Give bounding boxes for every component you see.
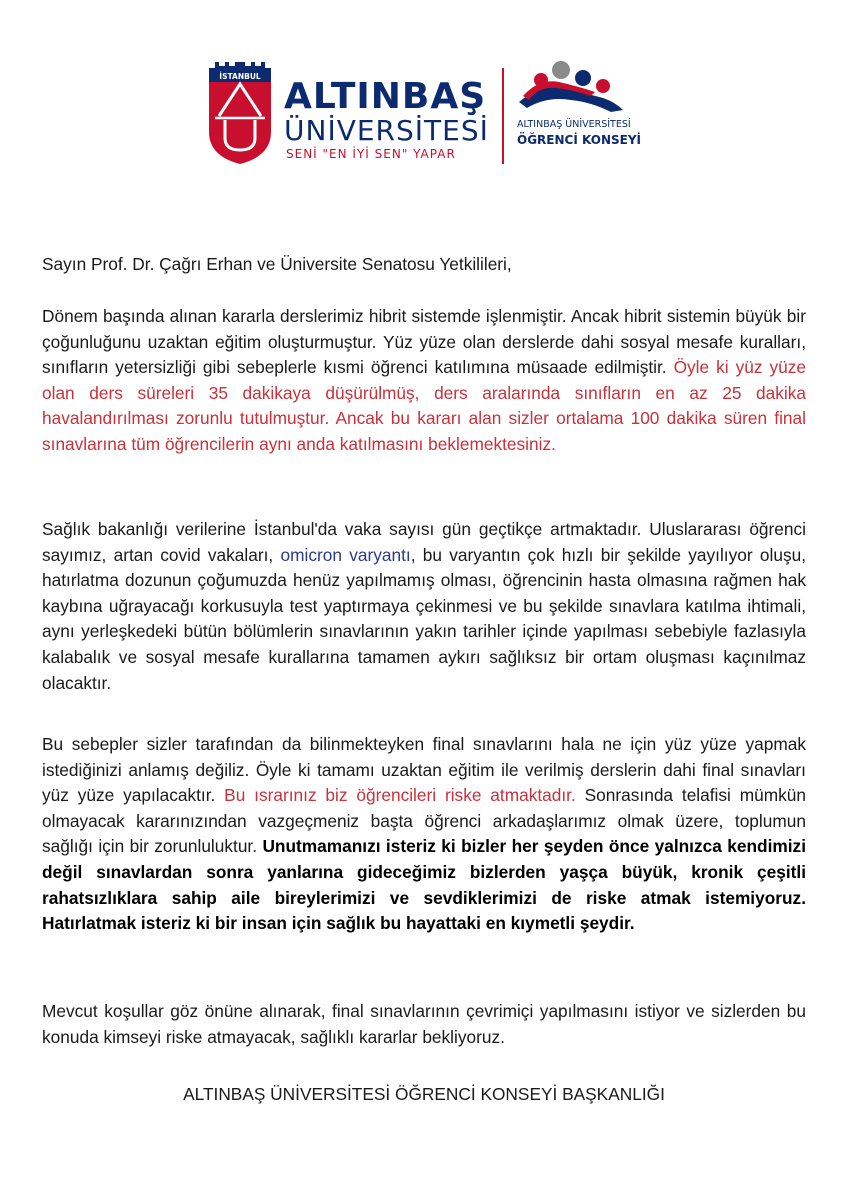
paragraph-3-text-mid: Sonrasında telafisi mümkün olmayacak kararınızından vazgeçmeniz başta öğrenci arkadaşlarımız olmak üzere, toplumun sağlığı için bir zorunluluktur. [42,785,806,857]
logo-divider [502,68,504,164]
letter-paragraph-1 [42,304,806,458]
paragraph-2-text-end: , bu varyantın çok hızlı bir şekilde yayılıyor oluşu, hatırlatma dozunun çoğumuzda henüz yapılmamış olması, öğrencinin hasta olmasına rağmen hak kaybına uğrayacağı korkusuyla test yaptırmaya çekinmesi ve bu şekilde sınavlara katılma ihtimali, aynı yerleşkedeki bütün bölümlerin sınavlarının yakın tarihler içinde yapılması sebebiyle fazlasıyla kalabalık ve sosyal mesafe kurallarına tamamen aykırı sağlıksız bir ortam oluşması kaçınılmaz olacaktır. [42,544,806,693]
omicron-link[interactable]: omicron varyantı [280,544,411,565]
letterhead [205,58,645,168]
student-council-logo [511,58,631,114]
university-slogan: SENİ "EN İYİ SEN" YAPAR [286,147,456,161]
council-name-line1: ALTINBAŞ ÜNİVERSİTESİ [517,119,631,130]
council-name-line2: ÖĞRENCİ KONSEYİ [517,133,641,147]
letter-signature: ALTINBAŞ ÜNİVERSİTESİ ÖĞRENCİ KONSEYİ BAŞKANLIĞI [183,1084,665,1104]
letter-paragraph-4: Mevcut koşullar göz önüne alınarak, final sınavlarının çevrimiçi yapılmasını istiyor ve sizlerden bu konuda kimseyi riske atmayacak, sağlıklı kararlar bekliyoruz. [42,1001,806,1047]
paragraph-3-bold: Unutmamanızı isteriz ki bizler her şeyden önce yalnızca kendimizi değil sınavlardan sonra yanlarına gideceğimiz bizlerden yaşça büyük, kronik çeşitli rahatsızlıklara sahip aile bireylerimizi ve sevdiklerimizi de riske atmak istemiyoruz. Hatırlatmak isteriz ki bir insan için sağlık bu hayattaki en kıymetli şeydir. [42,836,806,934]
shield-top-text: İSTANBUL [219,72,261,81]
paragraph-2-text-start: Sağlık bakanlığı verilerine İstanbul'da vaka sayısı gün geçtikçe artmaktadır. Uluslararası öğrenci sayımız, artan covid vakaları, [42,519,806,565]
paragraph-1-highlight: Öyle ki yüz yüze olan ders süreleri 35 dakikaya düşürülmüş, ders aralarında sınıfların en az 25 dakika havalandırılması zorunlu tutulmuştur. Ancak bu kararı alan sizler ortalama 100 dakika süren final sınavlarına tüm öğrencilerin aynı anda katılmasını beklemektesiniz. [42,357,806,454]
council-wordmark [517,118,647,148]
letter-paragraph-2 [42,517,806,696]
university-wordmark [284,78,504,162]
university-name-line1: ALTINBAŞ [284,76,487,117]
university-name-line2: ÜNİVERSİTESİ [284,114,489,147]
letter-greeting: Sayın Prof. Dr. Çağrı Erhan ve Üniversite Senatosu Yetkilileri, [42,254,512,274]
letter-paragraph-3 [42,732,806,937]
paragraph-3-text-start: Bu sebepler sizler tarafından da bilinmekteyken final sınavlarını hala ne için yüz yüze yapmak istediğinizi anlamış değiliz. Öyle ki tamamı uzaktan eğitim ile verilmiş derslerin dahi final sınavları yüz yüze yapılacaktır. [42,734,806,806]
paragraph-1-text: Dönem başında alınan kararla derslerimiz hibrit sistemde işlenmiştir. Ancak hibrit sistemin büyük bir çoğunluğunu uzaktan eğitim oluşturmuştur. Yüz yüze olan derslerde dahi sosyal mesafe kuralları, sınıfların yetersizliği gibi sebeplerle kısmi öğrenci katılımına müsaade edilmiştir. [42,306,806,378]
paragraph-3-highlight: Bu ısrarınız biz öğrencileri riske atmaktadır. [224,785,576,806]
university-shield-logo [205,58,275,166]
